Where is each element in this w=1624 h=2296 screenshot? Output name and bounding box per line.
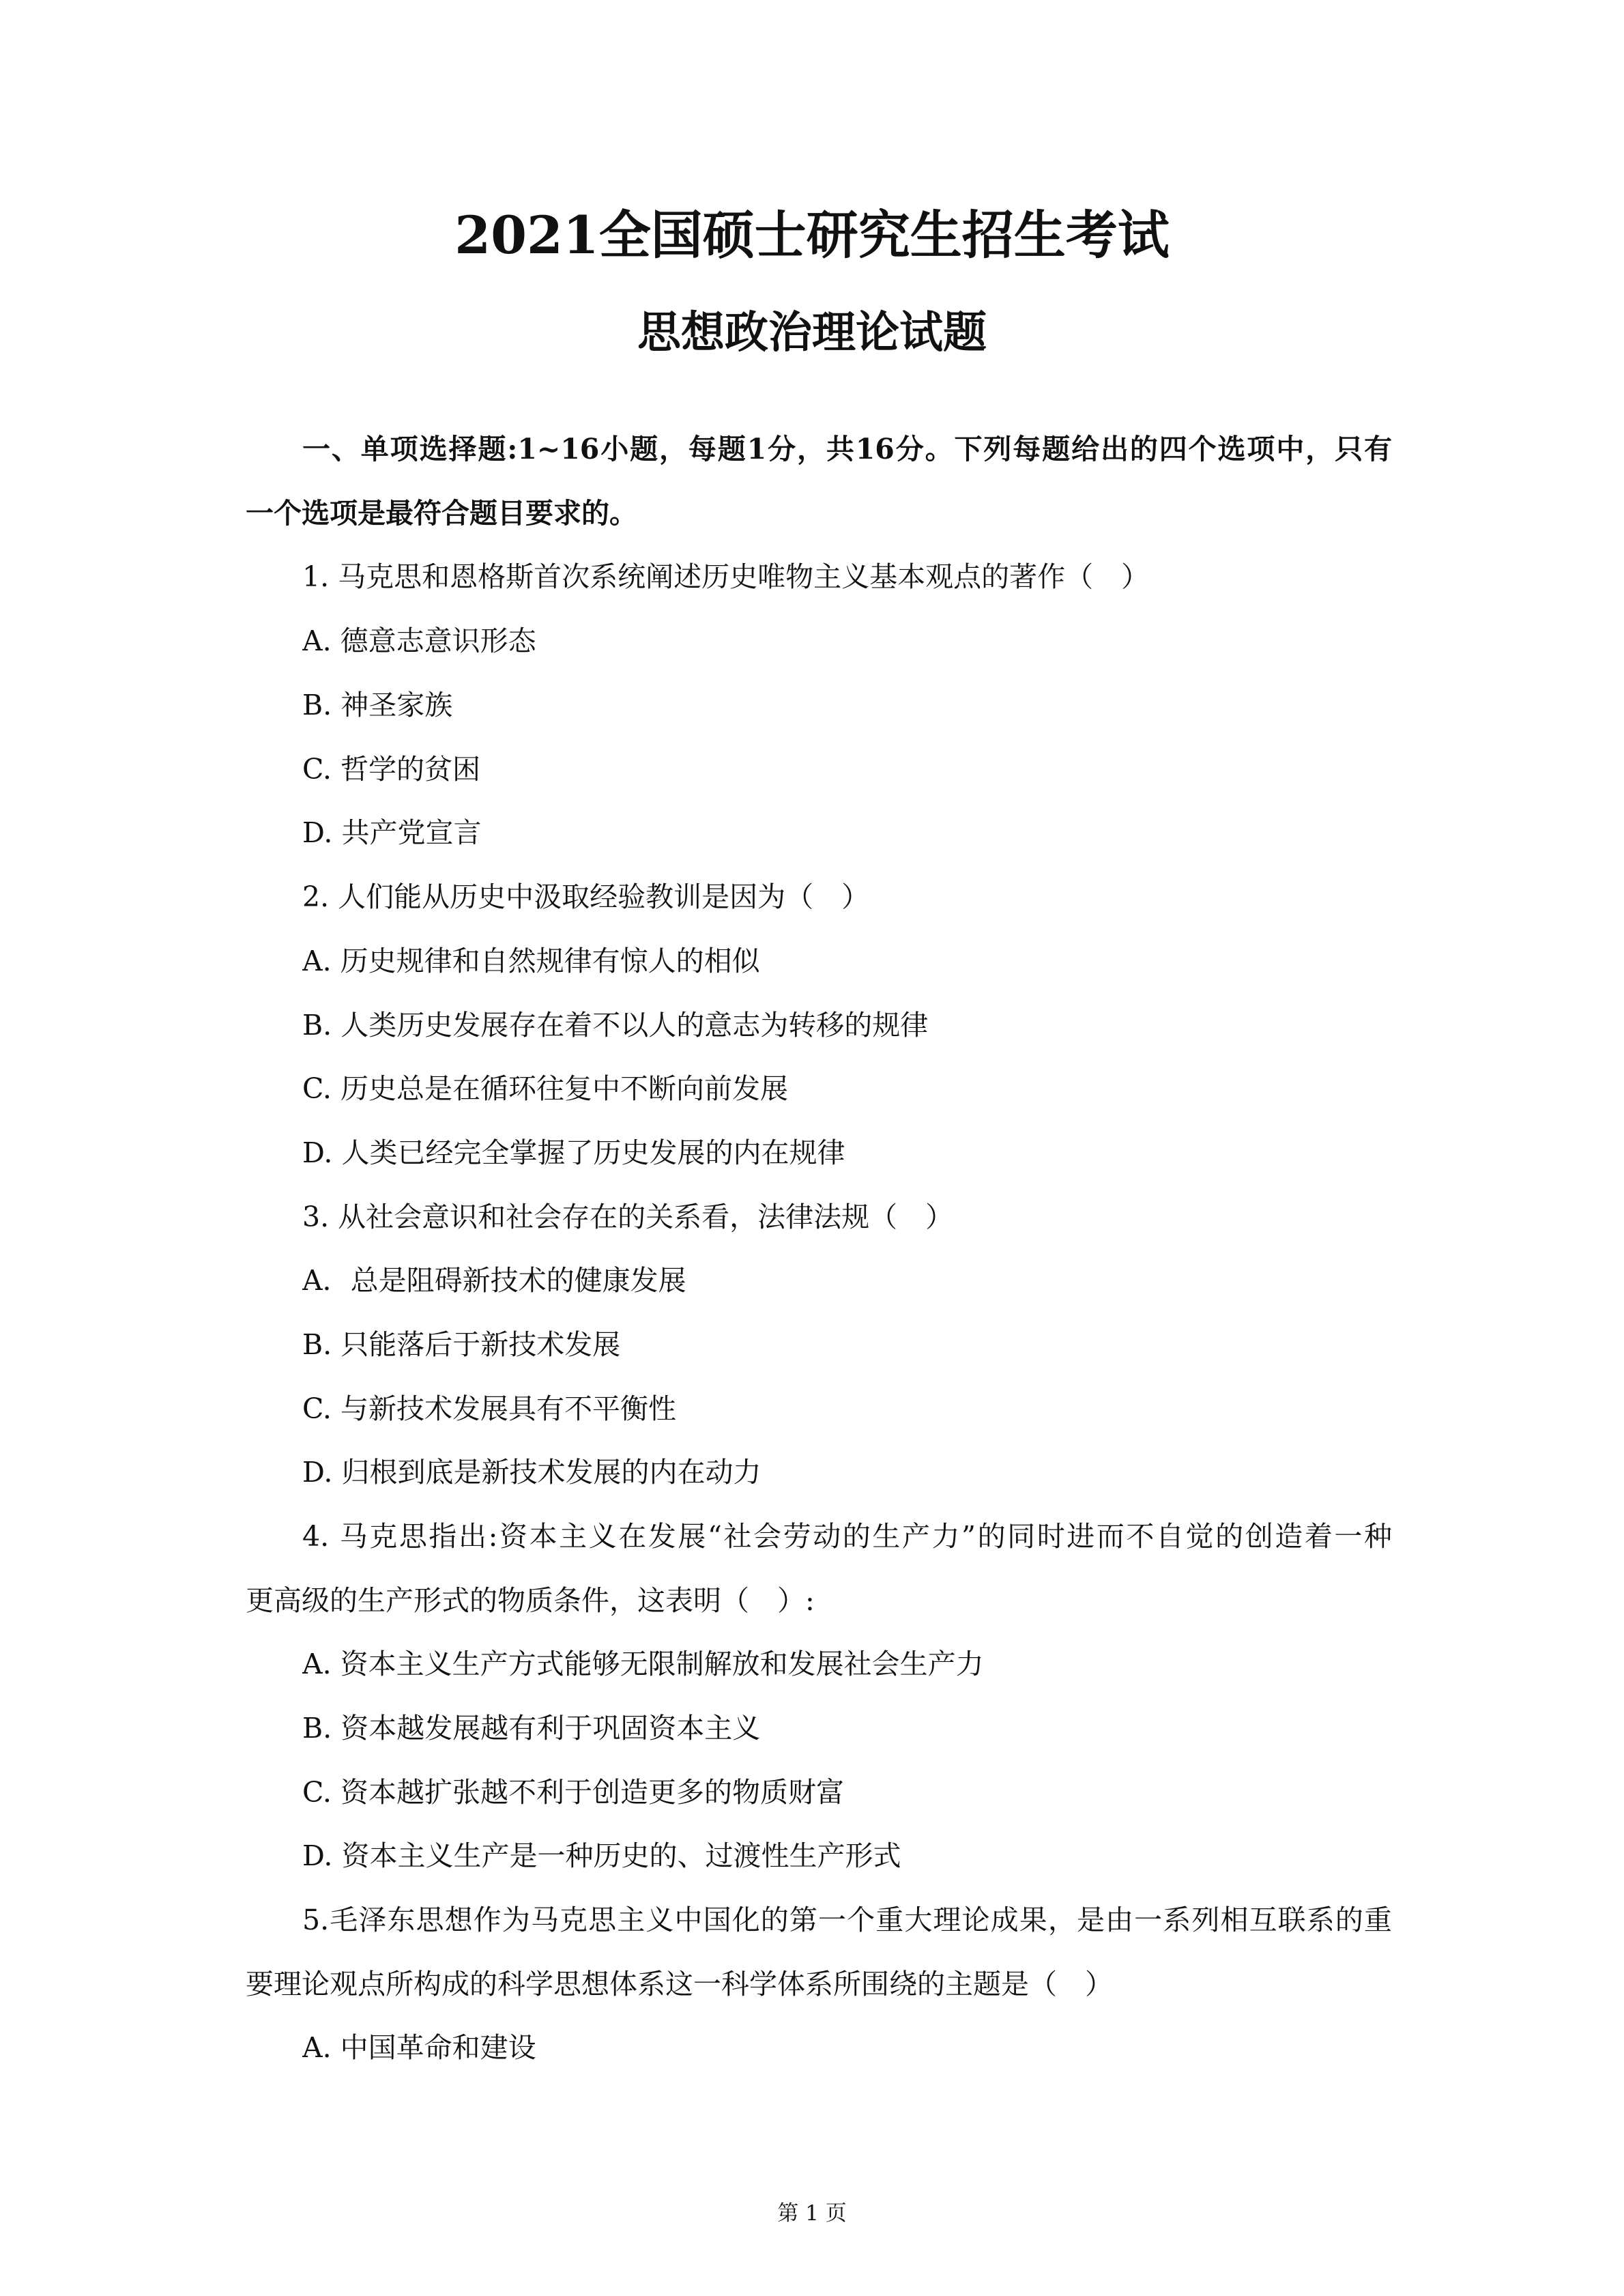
question-5-option-a: A. 中国革命和建设 (302, 2031, 536, 2064)
question-5-stem-line-1: 5.毛泽东思想作为马克思主义中国化的第一个重大理论成果，是由一系列相互联系的重 (302, 1904, 1392, 1936)
question-2-stem: 2. 人们能从历史中汲取经验教训是因为（ ） (302, 880, 870, 913)
question-3-option-a: A．总是阻碍新技术的健康发展 (302, 1264, 686, 1297)
question-2-option-c: C. 历史总是在循环往复中不断向前发展 (302, 1072, 788, 1105)
question-3-option-d: D. 归根到底是新技术发展的内在动力 (302, 1456, 762, 1489)
question-2-option-a: A. 历史规律和自然规律有惊人的相似 (302, 945, 760, 977)
question-3-stem: 3. 从社会意识和社会存在的关系看，法律法规（ ） (302, 1201, 954, 1233)
question-4-stem-line-1: 4. 马克思指出:资本主义在发展“社会劳动的生产力”的同时进而不自觉的创造着一种 (302, 1520, 1392, 1553)
question-5-stem-line-2: 要理论观点所构成的科学思想体系这一科学体系所围绕的主题是（ ） (246, 1968, 1113, 2000)
question-1-option-d: D. 共产党宣言 (302, 816, 482, 849)
question-1-option-a: A. 德意志意识形态 (302, 625, 536, 657)
exam-title: 2021全国硕士研究生招生考试 (454, 205, 1170, 266)
question-4-stem-line-2: 更高级的生产形式的物质条件，这表明（ ）: (246, 1584, 815, 1617)
question-4-option-d: D. 资本主义生产是一种历史的、过渡性生产形式 (302, 1839, 901, 1872)
question-1-option-b: B. 神圣家族 (302, 689, 453, 721)
question-4-option-a: A. 资本主义生产方式能够无限制解放和发展社会生产力 (302, 1648, 984, 1680)
question-4-option-b: B. 资本越发展越有利于巩固资本主义 (302, 1712, 761, 1745)
section-instructions-line-1: 一、单项选择题:1~16小题，每题1分，共16分。下列每题给出的四个选项中，只有 (302, 433, 1392, 465)
section-instructions-line-2: 一个选项是最符合题目要求的。 (246, 497, 637, 530)
page-number: 第 1 页 (777, 2201, 847, 2226)
question-2-option-b: B. 人类历史发展存在着不以人的意志为转移的规律 (302, 1009, 929, 1042)
question-3-option-c: C. 与新技术发展具有不平衡性 (302, 1392, 676, 1425)
question-1-stem: 1. 马克思和恩格斯首次系统阐述历史唯物主义基本观点的著作（ ） (302, 560, 1150, 593)
question-3-option-b: B. 只能落后于新技术发展 (302, 1328, 621, 1361)
question-4-option-c: C. 资本越扩张越不利于创造更多的物质财富 (302, 1776, 844, 1809)
exam-subtitle: 思想政治理论试题 (637, 307, 987, 358)
question-2-option-d: D. 人类已经完全掌握了历史发展的内在规律 (302, 1136, 845, 1169)
question-1-option-c: C. 哲学的贫困 (302, 753, 480, 786)
